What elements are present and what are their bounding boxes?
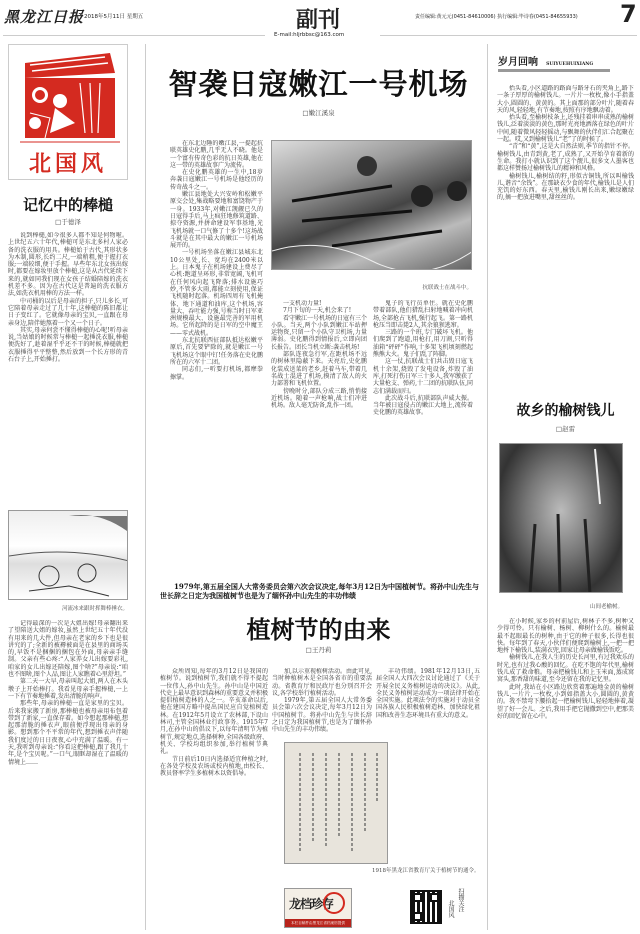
article-intro-planting: 1979年,第五届全国人大常务委员会第六次会议决定,每年3月12日为中国植树节。将孙中山先生与世长辞之日定为我国植树节也是为了缅怀孙中山先生的丰功伟绩: [160, 582, 479, 600]
painting-caption: 抗联战士在战斗中。: [422, 285, 472, 291]
elm-painting-caption: 山间老榆树。: [589, 604, 623, 610]
paragraph: 三路的一个班,专门破坏飞机。他们爬到了跑道,用枪打,用刀割,只听得油箱“砰砰”作响,十多架飞机顷刻燃起熊熊大火。鬼子们乱了阵脚。: [373, 329, 473, 359]
article-body-airfield-col3: [373, 300, 473, 580]
paragraph: 此次战斗后,抗联部队声威大振。当年被日寇侵占的嫩江大地上,流传着史化鹏的英雄故事。: [373, 394, 473, 417]
paragraph: 榆树钱儿,在我人生的历史长河里,有过我欢乐的时光,也有过我心酸的回忆。在吃不饱的年代里,榆树钱儿成了救命粮。母亲把榆钱儿和上玉米面,蒸成窝窝头,那香甜的味道,至今还留在我的记忆里。: [497, 654, 634, 684]
header-rule-right: [380, 35, 637, 36]
paragraph: 中司桶的以后是母亲的担子,只儿多长,可它陪着母亲走过了几十年,这棒槌的陈旧都让日子变红了。它就像母亲的宝贝,一直跟在母亲身边,陪伴她熬着一个又一个日子。: [8, 297, 128, 327]
article-body-bangchui-2: [8, 620, 128, 930]
column-divider-right: [487, 44, 488, 930]
section-subtitle: SUIYUEHUIXIANG: [546, 62, 594, 67]
column-logo-box: [8, 44, 128, 180]
cartoon-caption: 河流冰来跟时挥舞棒捶衣。: [61, 606, 128, 612]
qr-label: 扫描关注: [457, 888, 464, 912]
page-number: 7: [620, 0, 637, 28]
paragraph: 鬼子的飞行员单住。就在史化鹏带着部队,他们猎乱扫射地喊着冲向机场,全部抢占飞机,强行起飞。第一路机枪压当即击毙2人,其余狼狈逃窜。: [373, 300, 473, 329]
paragraph: 傍晚时分,部队分成三路,悄悄接近机场。随着一声枪响,战士们冲进机场。敌人毫无防备,乱作一团。: [271, 387, 367, 410]
article-body-planting-col1: [160, 668, 268, 930]
article-body-planting-col3: [376, 668, 480, 728]
paragraph: 看守嫩江一号机场的日寇有三个小队。当天,两个小队到嫩江车站押运物资,只留一个小队守卫机场,力量薄弱。史化鹏得到情报后,立即向团长报告。团长当机立断:袭击机场!: [271, 314, 367, 351]
qr-code[interactable]: [410, 890, 442, 924]
paragraph: 众所周知,每年的3月12日是我国的植树节。说到植树节,我们就不得不提起一位伟人,孙中山先生。孙中山是中国近代史上最早意识到森林的重要意义并积极提倡植树造林的人之一。辛亥革命以后,他在建国方略中提出国民应自觉植树造林。在1912年5月设立了农林部,下设山林司,主管全国林业行政事务。1915年7月,在孙中山的倡议下,以每年清明节为植树节,规定地点,选择树种,全国各级政府、机关、学校均组织参加,举行植树节典礼。: [160, 668, 268, 756]
article-body-elm-1: [497, 85, 634, 390]
painting-old-elm-trees: [499, 443, 623, 593]
editors-info: 责任编辑:黄元元(0451-84610006) 执行编辑:毕诗春(0451-84655933): [415, 14, 578, 20]
column-divider-left: [145, 44, 146, 930]
article-title-planting: 植树节的由来: [246, 615, 391, 644]
paragraph: 1979年,第五届全国人大常务委员会第六次会议决定,每年3月12日为中国植树节。将孙中山先生与世长辞之日定为我国植树节,也是为了缅怀孙中山先生的丰功伟绩。: [272, 697, 372, 734]
archive-document-1918: [284, 742, 388, 864]
article-body-planting-col2: [272, 668, 372, 736]
paragraph: 部队连夜急行军,在距机场不远的树林里隐蔽下来。天亮后,史化鹏化装成送菜的老乡,赶着马车,带着几名战士混进了机场,摸清了敌人的火力部署和飞机位置。: [271, 351, 367, 388]
article-byline-bangchui: □于德泽: [55, 218, 81, 226]
article-body-elm-2: [497, 618, 634, 930]
section-name: 副刊: [296, 8, 341, 33]
paragraph: 此时,我站在小区路边欣赏着那遍地金黄的榆树钱儿,一片片,一枚枚,小到如指盖大小,圆圆的,黄黄的。我不禁弯下腰拾起一把榆树钱儿,轻轻地捧着,凝望了好一会儿。之后,我用手把它抛撒到空中,把那美好的回忆留在心中。: [497, 683, 634, 720]
paragraph: 榆树钱儿,榆树结的籽,形似古铜钱,所以叫榆钱儿,谐音“余钱”。在那缺衣少食的年代,榆钱儿是人们充饥的好东西。春天里,榆钱儿刚长出来,嫩绿嫩绿的,摘一把放进嘴里,甜丝丝的。: [497, 172, 634, 202]
paragraph: 嫩江县地处大兴安岭和松嫩平原交会处,集战略要地和富饶物产于一身。1933年,对嫩江觊觎已久的日寇得手后,马上疯狂地修筑道路、掠夺资源,并拼命建设军事基地,光飞机场就一口气修了十多个!这场战斗就是在其中最大的嫩江一号机场展开的。: [170, 191, 263, 250]
column-logo-text: 北国风: [28, 152, 107, 177]
paragraph: 在史化鹏英雄的一生中,18岁奔袭日寇嫩江一号机场是他经历的传奇战斗之一。: [170, 169, 263, 191]
paragraph: 7月下旬的一天,机会来了!: [283, 307, 352, 315]
painting-anti-japanese-fighters: [271, 140, 472, 270]
cartoon-washing-clothes: [8, 510, 128, 600]
paragraph: “青”和“黄”,这是大自然法则,季节的指针不停。榆树钱儿,由青到黄,老了,成熟了,又开始孕育着新的生命。我打小就认识到了这个靓儿,很多文人墨客也都这样赞扬过榆树钱儿的精神和风格。: [497, 143, 634, 173]
paragraph: 说到棒槌,如今很多人都不知是何物啦。上世纪五六十年代,棒槌可是东北多村人家必备的洗衣服的用具。棒槌始于古代,其形状多为木制,圆形,长约二尺,一端稍粗,便于握打衣服;一端较细,便于手握。早些年东北女孩出嫁时,都要在嫁妆里放个棒槌,这是从古代延续下来的,就如同我们现在女孩子结婚陪嫁的洗衣机差不多。因为在古代这是普遍的洗衣服方法,如洗衣机用棒的方法一样。: [8, 232, 128, 298]
document-caption: 1918年黑龙江省教育厅关于植树节的通令。: [372, 868, 480, 874]
header-rule-left: [3, 35, 265, 36]
archive-logo-subtext: 本栏目稿件由黑龙江省档案馆提供: [285, 919, 351, 927]
article-byline-planting: □王丹莉: [305, 646, 332, 654]
paragraph: 其实,母亲何尝不懂得棒槌的心呢!听母亲说,当姑娘的时候常与棒槌一起捶洗衣服,棒槌便洗好了,趁着湿乎乎还不干的时候,棒槌就把衣服捶得平平整整,然后放到一个长方形的青石台子上,开始捶打。: [8, 326, 128, 364]
section-header-suiyue: [498, 50, 610, 72]
article-title-airfield: 智袭日寇嫩江一号机场: [168, 67, 469, 101]
section-email: E-mail:hljrbbsc@163.com: [274, 32, 345, 38]
magnifier-icon: [323, 892, 345, 914]
masthead: 黑龙江日报: [4, 8, 85, 26]
paragraph: 抬头看,至榆树枝条上,还残挂着串串成熟的榆树钱儿,泛着淡淡的黄色,那时光亮地洒落在绿色的叶片中间,随着微风轻轻摇动,与飘舞的伙伴们汇合起聚在一起。哎,又到榆树钱儿“老”了的时候了。: [497, 114, 634, 144]
section-title: 岁月回响: [498, 57, 538, 68]
issue-date: 2018年5月11日 星期五: [84, 14, 144, 20]
paragraph: 同志们,一听要打机场,都摩拳擦掌。: [170, 366, 263, 381]
paragraph: 记得最深的一次是大姐出嫁!母亲翻出来了望陪送大姐的嫁妆,虽然上世纪五十年代没有用来的几大件,但母亲在老家的乡下也是很讲究的了;全新的被褥被面是在县里的商场买的,早饭不是捆捆的捆包在外面,母亲亲手缝制。父亲有些心疼:“人家养女儿出嫁要彩礼,咱家的女儿出嫁还陪嫁,图个啥?”母亲说:“咱也不图啥,图个人品,图让人家瞧着心里舒坦。”: [8, 620, 128, 679]
paragraph: 丰功伟绩。1981年12月13日,五届全国人大四次会议讨论通过了《关于开展全民义务植树运动的决议》。从此,全民义务植树运动成为一项法律开始在全国实施。此项法令的实施对于动员全国各族人民积极植树造林、加快绿化祖国和改善生态环境具有重大的意义。: [376, 668, 480, 719]
paragraph: 一支机动力量!: [283, 300, 322, 307]
article-title-elm: 故乡的榆树钱儿: [516, 403, 615, 419]
paragraph: 节日前后10日内选择适宜种植之时,在各处学校及农场或校内植地,由校长、教员督率学生多植树木以资倡导。: [160, 755, 268, 778]
archive-column-logo: [284, 888, 352, 928]
paragraph: 那些年,母亲的棒槌一直是家里的宝贝。后来我家搬了新房,那棒槌也被母亲用布包着带到了新家,一直保存着。如今想起那棒槌,想起那清脆的捶衣声,眼前便浮现出母亲的身影。想到那个不平常的年代,想到捶衣声伴随我们度过的日日夜夜,心中充满了温暖。有一天,我听到母亲说:“你看这把棒槌,跟了我几十年,是个宝贝呢。”一口气,眼眶却湿在了温暖的情境上……: [8, 700, 128, 766]
qr-account-name: 北国风: [447, 900, 454, 918]
article-byline-airfield: □嫩江溪泉: [302, 109, 335, 117]
article-title-bangchui: 记忆中的棒槌: [22, 196, 113, 214]
paragraph: 东北抗联西征部队抵达松嫩平原后,首先要铲除的,就是嫩江一号飞机场这个眼中钉!任务落在史化鹏所在的六军十二团。: [170, 337, 263, 366]
archive-logo-text: 龙档珍存: [289, 897, 334, 911]
article-body-airfield-col2: [271, 300, 367, 580]
paragraph: 抬头看,小区道路的路面与路牙石的夹角上,路下一条子厚厚的榆树钱儿。一片片一枚枚,像小手指盖大小,圆圆的、黄黄的。其上面那的部分叶片,随着春天的风,轻轻地,有节奏地,按照有序地飘动着。: [497, 85, 634, 114]
article-byline-elm: □赵雷: [555, 425, 576, 433]
article-body-bangchui-1: [8, 232, 128, 502]
papercut-illustration: [20, 53, 120, 143]
paragraph: 一号机场坐落在嫩江县城东北10公里处,长、宽均在2400米以上。日本鬼子在机场建设上费尽了心机:跑道呈环形,非常宽阔,飞机可在任何风向起飞降落;排水设施巧妙,不管多大雨,都能立刻使用,保证飞机随时起落。机场四周有飞机掩体、地下通道和油库,这个机场,容量大、吞吐能力强,号称当时日军亚洲规模最大、设施最完善的军用机场。它所起降的是日军的空中魔王——零式战机。: [170, 249, 263, 337]
article-body-airfield-col1: [170, 140, 263, 580]
paragraph: 加,以示重视植树活动。由此可见,当时种植树木是全国各省市的重要活动。省教育厅和民政厅也分别召开会议,各学校举行植树活动。: [272, 668, 372, 697]
paragraph: 这一仗,抗联战士们共击毁日寇飞机十余架,烧毁了发电设备,炸毁了油库,打死打伤日军三十多人,我军缴获了大量枪支、弹药,十二团的抗联队伍,同志们满载而归。: [373, 358, 473, 395]
paragraph: 在东北边陲的嫩江县,一提起抗联英雄史化鹏,几乎无人不晓。他是一个富有传奇色彩的抗日英雄,他在这一带的英雄故事广为流传。: [170, 140, 263, 169]
paragraph: 在小时候,家乡的村前屋后,树林子不多,树种又少得可怜。只有榆树、杨树、柳树什么的。榆树最最不起眼最长的树种,由于它的种子很多,长得也很快。每年到了春天,小伙伴们便爬到榆树上,一把一把地捋下榆钱儿,装满衣兜,回家让母亲做榆钱饭吃。: [497, 618, 634, 655]
paragraph: 第二天一大早,母亲叫起大姐,两人在木头墩子上开始棒打。我看见母亲手握棒槌,一上一下有节奏地捶着,发出清脆的响声。: [8, 678, 128, 700]
